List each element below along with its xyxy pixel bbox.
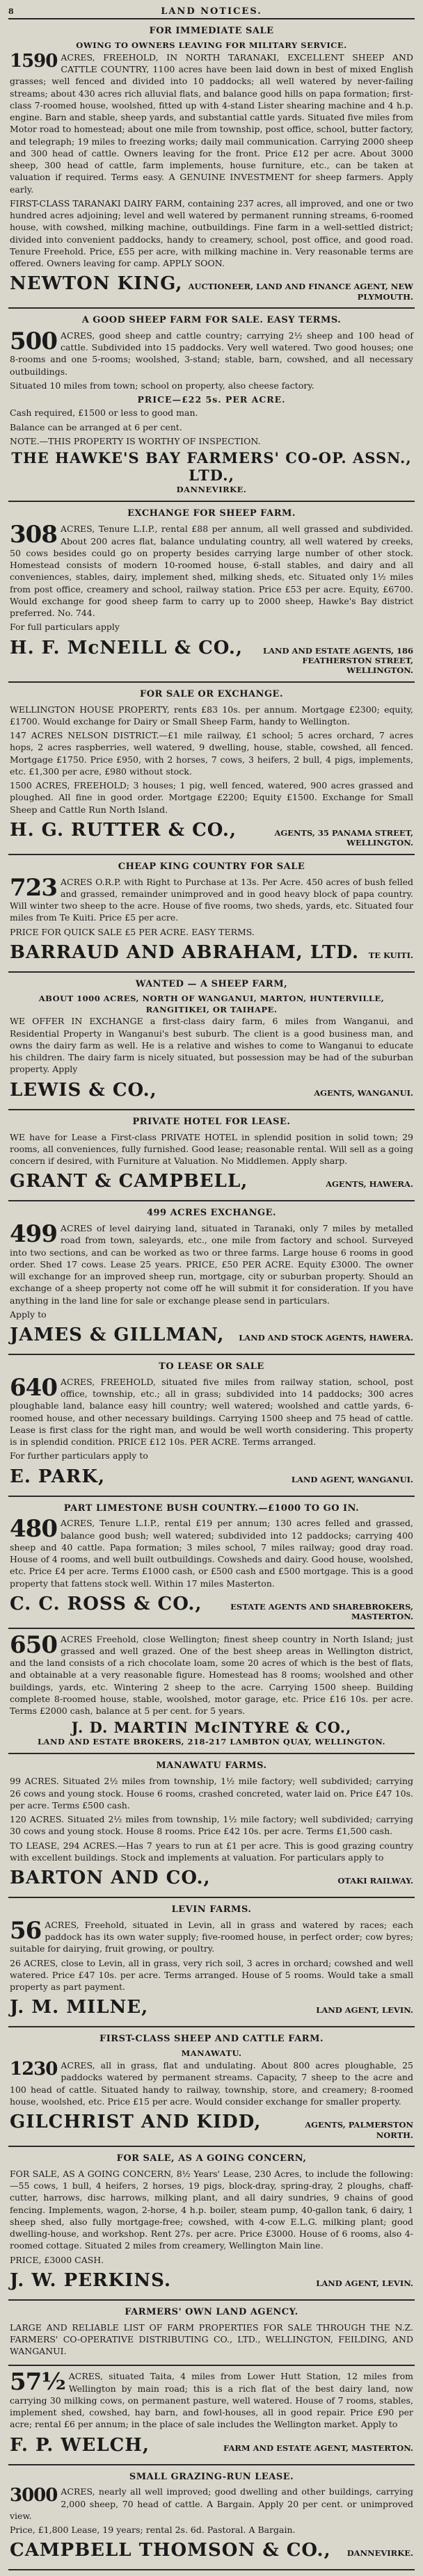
ad-paragraph-text: ACRES Freehold, close Wellington; finest sheep country in North Island; just grassed and well grazed. One of the best sheep areas in Wellington district, and the land consists of a rich chocolate loam, some 20 acres of which is the best of flats, and obtainable at a very reasonable figure. Homestead has 8 rooms; woolshed and other buildings, yards, etc. Wintering 2 sheep to the acre. Carrying 1500 sheep. Building complete 8-roomed house, stable, woolshed, motor garage, etc. Price £16 10s. per acre. Terms £2000 cash, balance at 5 per cent. for 5 years. [10,1633,413,1717]
advertisement [8,973,415,1110]
advertisement [8,2027,415,2147]
advertiser-address: LAND AGENT, WANGANUI. [291,1474,413,1484]
advertiser-address: AGENTS, WANGANUI. [314,1087,413,1098]
ad-paragraph [10,1131,413,1167]
ad-paragraph [10,2168,413,2252]
ad-paragraph [10,779,413,816]
ad-signature [10,1995,413,2020]
ad-heading: A GOOD SHEEP FARM FOR SALE. EASY TERMS. [81,315,342,326]
ad-signature [10,449,413,495]
ad-paragraph [10,1222,413,1306]
ad-lead-number: 499 [10,1220,57,1249]
ad-signature [10,1078,413,1103]
ad-lead-number: 650 [10,1630,57,1659]
ad-paragraph-text: LARGE AND RELIABLE LIST OF FARM PROPERTIES FOR SALE THROUGH THE N.Z. FARMERS' CO-OPERATIVE DISTRIBUTING CO., LTD., WELLINGTON, FEILDING, AND WANGANUI. [10,2322,413,2357]
advertiser-address: AUCTIONEER, LAND AND FINANCE AGENT, NEW PLYMOUTH. [188,282,413,302]
ad-paragraph-text: ACRES O.R.P. with Right to Purchase at 13s. Per Acre. 450 acres of bush felled and grassed, remainder unimproved and in good heavy block of papa country. Will winter two sheep to the acre. House of five rooms, two sheds, yards, etc. Situated four miles from Te Kuiti. Price £5 per acre. [10,876,413,923]
ad-paragraph [10,1840,413,1864]
ad-paragraph-text: ACRES, Tenure L.I.P., rental £19 per annum; 130 acres felled and grassed, balance good bush; well watered; subdivided into 12 paddocks; carrying 400 sheep and 40 cattle. Papa formation; 3 miles school, 7 miles railway; good dray road. House of 4 rooms, and well built outbuildings. Cowsheds and dairy. Good house, woolshed, etc. Price £4 per acre. Terms £1000 cash, or £500 cash and £500 mortgage. This is a good property that fattens stock well. Within 17 miles Masterton. [10,1518,413,1589]
ad-paragraph-text: ACRES, Freehold, situated in Levin, all in grass and watered by races; each paddock has its own water supply; five-roomed house, in perfect order; cow byres; suitable for dairying, fruit growing, or poultry. [10,1919,413,1954]
ad-price: PRICE—£22 5s. PER ACRE. [137,394,286,405]
ad-paragraph [10,1813,413,1838]
ad-paragraph-text: 1500 ACRES, FREEHOLD; 3 houses; 1 pig, well fenced, watered, 900 acres grassed and ploughed. All fine in good order. Mortgage £2200; Equity £1500. Exchange for Small Sheep and Cattle Run North Island. [10,780,413,815]
ad-heading: TO LEASE OR SALE [159,1361,264,1372]
advertiser-address: ESTATE AGENTS AND SHAREBROKERS, MASTERTON. [230,1601,413,1622]
advertiser-name: F. P. WELCH, [10,2434,150,2456]
advertisement [8,1754,415,1898]
ad-paragraph-text: WELLINGTON HOUSE PROPERTY, rents £83 10s. per annum. Mortgage £2300; equity, £1700. Would exchange for Dairy or Small Sheep Farm, handy to Wellington. [10,704,413,727]
ad-paragraph [10,1775,413,1811]
ad-signature [10,1592,413,1622]
advertisement [8,1201,415,1355]
page-number: 8 [8,6,14,16]
ad-paragraph-text: Situated 10 miles from town; school on property, also cheese factory. [10,380,314,391]
advertiser-name: JAMES & GILLMAN, [10,1325,225,1346]
ad-paragraph [10,523,413,619]
ad-paragraph [10,873,413,924]
advertiser-name: NEWTON KING, [10,273,183,295]
ad-paragraph-text: For further particulars apply to [10,1450,148,1461]
advertisement [8,502,415,682]
ad-paragraph [10,2322,413,2358]
ad-paragraph-text: PRICE FOR QUICK SALE £5 PER ACRE. EASY TERMS. [10,926,255,937]
ad-paragraph [10,1630,413,1717]
ad-heading: FIRST-CLASS SHEEP AND CATTLE FARM. [99,2034,324,2045]
advertisement [8,1355,415,1497]
ad-subheading: OWING TO OWNERS LEAVING FOR MILITARY SERVICE. [76,40,347,50]
ad-lead-number: 640 [10,1373,57,1402]
ad-paragraph-text: ACRES, situated Taita, 4 miles from Lower Hutt Station, 12 miles from Wellington by main road; this is a rich flat of the best dairy land, now carrying 30 milking cows, on permanent pasture, well watered. House of 7 rooms, stables, implement shed, cowshed, hay barn, and fowl-houses, all in good repair. Price £90 per acre; rental £6 per annum; in the place of sale includes the Wellington market. Apply to [10,2371,413,2430]
ad-paragraph [10,1916,413,1955]
ad-signature [10,636,413,676]
ad-paragraph [10,704,413,728]
ad-paragraph [10,926,413,938]
ad-subheading: MANAWATU. [181,2048,242,2059]
ad-paragraph-text: FOR SALE, AS A GOING CONCERN, 8½ Years' Lease, 230 Acres, to include the following:—55 cows, 1 bull, 4 heifers, 2 horses, 19 pigs, block-dray, spring-dray, 2 ploughs, chaff-cutter, harrows, disc harrows, milking plant, and all dairy sundries, 9 chains of good fencing. Implements, wagon, 2-horse, 4 h.p. boiler, steam pump, 40-gallon tank, 6 dairy, 1 sheep shed, also fully mortgage-free; cowshed, with 4-cow E.L.G. milking plant; good dwelling-house, and workshop. Rent 27s. per acre. Price £3000. House of 6 rooms, also 4-roomed cottage. Situated 2 miles from creamery, Wellington Main line. [10,2168,413,2251]
ad-paragraph-text: Price, £1,800 Lease, 19 years; rental 2s. 6d. Pastoral. A Bargain. [10,2525,296,2536]
ad-paragraph-text: ACRES, good sheep and cattle country; carrying 2½ sheep and 100 head of cattle. Subdivided into 15 paddocks. Very well watered. Two good houses; one 8-rooms and one 5-rooms; woolshed, 3-stand; stable, barn, cowshed, and all necessary outbuildings. [10,330,413,377]
advertiser-name: THE HAWKE'S BAY FARMERS' CO-OP. ASSN., LTD., [11,449,412,485]
ad-paragraph-text: ACRES, all in grass, flat and undulating. About 800 acres ploughable, 25 paddocks watered by permanent streams. Capacity, 7 sheep to the acre and 100 head of cattle. Situated handy to railway, township, store, and creamery; 8-roomed house, woolshed, etc. Price £15 per acre. Would consider exchange for smaller property. [10,2060,413,2107]
ad-paragraph [10,2059,413,2107]
advertiser-name: H. F. McNEILL & CO., [10,637,244,658]
ad-signature [10,818,413,848]
ad-paragraph [10,1450,413,1461]
ad-lead-number: 480 [10,1515,57,1544]
ad-paragraph [10,1957,413,1993]
ad-paragraph [10,2486,413,2522]
ad-paragraph-text: ACRES, FREEHOLD, situated five miles from railway station, school, post office, township, etc.; all in grass; subdivided into 14 paddocks; 300 acres ploughable land, balance easy hill country; well watered; woolshed and cattle yards, 6-roomed house, and other necessary buildings. Carrying 1500 sheep and 75 head of cattle. Lease is first class for the right man, and would be well worth considering. This property is in splendid condition. PRICE £12 10s. PER ACRE. Terms arranged. [10,1376,413,1448]
advertiser-address: TE KUITI. [368,950,413,960]
ad-paragraph-text: 99 ACRES. Situated 2½ miles from township, 1½ mile factory; well subdivided; carrying 26 cows and young stock. House 6 rooms, crashed concreted, water laid on. Price £47 10s. per acre. Terms £500 cash. [10,1776,413,1811]
ad-signature [10,1719,413,1747]
ad-paragraph-text: 147 ACRES NELSON DISTRICT.—£1 mile railway, £1 school; 5 acres orchard, 7 acres hops, 2 acres raspberries, well watered, 9 dwelling, house, stable, cowshed, all fenced. Mortgage £1750. Price £950, with 2 horses, 7 cows, 3 heifers, 2 bull, 4 pigs, implements, etc. £1,300 per acre, £980 without stock. [10,730,413,777]
ad-paragraph-text: WE have for Lease a First-class PRIVATE HOTEL in splendid position in solid town; 29 rooms, all conveniences, fully furnished. Good lease; reasonable rental. Will sell as a going concern if desired, with Furniture at Valuation. No Middlemen. Apply sharp. [10,1131,413,1166]
advertisement [8,2366,415,2465]
ad-paragraph [10,2370,413,2430]
advertiser-name: GRANT & CAMPBELL, [10,1171,248,1192]
ad-signature [10,272,413,302]
ad-paragraph-text: PRICE, £3000 CASH. [10,2254,104,2265]
ad-paragraph [10,197,413,270]
advertisement [8,683,415,855]
ad-signature [10,1465,413,1490]
page-header [8,4,415,19]
ad-paragraph [10,621,413,633]
advertisement [8,1898,415,2027]
ad-note: Cash required, £1500 or less to good man. [10,407,198,419]
ad-paragraph [10,380,413,391]
ad-paragraph-text: ACRES of level dairying land, situated in Taranaki, only 7 miles by metalled road from town, saleyards, etc., one mile from factory and school. Surveyed into two sections, and can be worked as two or three farms. Large house 6 rooms in good order. Shed 17 cows. Lease 25 years. PRICE, £50 PER ACRE. Equity £3000. The owner will exchange for an improved sheep run, mortgage, city or suburban property. Should an exchange of a sheep property not come off he will submit it for consideration. If you have anything in the land line for sale or exchange please send in particulars. [10,1223,413,1306]
ad-heading: FOR IMMEDIATE SALE [149,26,274,36]
ad-paragraph-text: ACRES, FREEHOLD, IN NORTH TARANAKI, EXCELLENT SHEEP AND CATTLE COUNTRY, 1100 acres have been laid down in best of mixed English grasses; well fenced and divided into 10 paddocks; all well watered by never-failing streams; about 430 acres rich alluvial flats, and balance good hills on papa formation; first-class 7-roomed house, woolshed, fitted up with 4-stand Lister shearing machine and 4 h.p. engine. Barn and stable, sheep yards, and substantial cattle yards. Situated five miles from Motor road to homestead; about one mile from township, post office, school, butter factory, and telegraph; 19 miles to freezing works; daily mail communication. Carrying 2000 sheep and 300 head of cattle. Owners leaving for the front. Price £12 per acre. About 3000 sheep, 300 head of cattle, farm implements, house furniture, etc., can be taken at valuation if required. Terms easy. A GENUINE INVESTMENT for sheep farmers. Apply early. [10,51,414,195]
advertisement [8,1629,415,1755]
advertiser-name: LEWIS & CO., [10,1079,157,1101]
ad-signature [10,2433,413,2458]
ad-note: NOTE.—THIS PROPERTY IS WORTHY OF INSPECTION. [10,435,261,446]
advertiser-address: LAND AND ESTATE AGENTS, 186 FEATHERSTON STREET, WELLINGTON. [262,645,413,676]
advertiser-name: C. C. ROSS & CO., [10,1593,202,1614]
section-title: LAND NOTICES. [161,6,262,17]
ad-paragraph-text: TO LEASE, 294 ACRES.—Has 7 years to run at £1 per acre. This is good grazing country with excellent buildings. Stock and implements at valuation. For particulars apply to [10,1840,413,1863]
ad-paragraph-text: ACRES, nearly all well improved; good dwelling and other buildings, carrying 2,000 sheep, 70 head of cattle. A Bargain. Apply 20 per cent. or unimproved view. [10,2486,413,2521]
ad-heading: CHEAP KING COUNTRY FOR SALE [118,861,305,872]
ad-signature [10,2269,413,2294]
advertiser-address: LAND AND ESTATE BROKERS, 218-217 LAMBTON QUAY, WELLINGTON. [37,1736,386,1747]
ad-paragraph-text: FIRST-CLASS TARANAKI DAIRY FARM, containing 237 acres, all improved, and one or two hundred acres adjoining; level and well watered by permanent running streams, 6-roomed house, with cowshed, milking machine, outbuildings. Fine farm in a well-settled district; divided into convenient paddocks, handy to creamery, school, post office, and good road. Tenure Freehold. Price, £55 per acre, with milking machine in. Very reasonable terms are offered. Owners leaving for camp. APPLY SOON. [10,197,413,269]
ad-signature [10,941,413,966]
ad-heading: PRIVATE HOTEL FOR LEASE. [132,1116,291,1127]
ad-paragraph [10,1309,413,1320]
advertiser-address: LAND AGENT, LEVIN. [316,2005,413,2016]
advertiser-address: AGENTS, HAWERA. [326,1179,413,1190]
advertisement [8,1110,415,1202]
advertisements [8,19,415,2570]
advertiser-address: AGENTS, 35 PANAMA STREET, WELLINGTON. [274,827,413,848]
ad-signature [10,1866,413,1891]
ad-heading: EXCHANGE FOR SHEEP FARM. [127,508,296,519]
ad-signature [10,2538,413,2563]
advertiser-name: H. G. RUTTER & CO., [10,819,237,841]
advertiser-name: BARTON AND CO., [10,1868,211,1889]
ad-paragraph-text: ACRES, Tenure L.I.P., rental £88 per annum, all well grassed and subdivided. About 200 acres flat, balance undulating country, all well watered by creeks, 50 cows besides could go on property besides carrying large number of other stock. Homestead consists of modern 10-roomed house, 6-stall stables, and dairy and all conveniences, stables, dairy, implement shed, milking sheds, etc. Situated only 1½ miles from post office, creamery and school, railway station. Price £53 per acre. Equity, £6700. Would exchange for good sheep farm to carry up to 2000 sheep, Hawke's Bay district preferred. No. 744. [10,524,413,619]
advertiser-address: LAND AGENT, LEVIN. [316,2278,413,2288]
ad-heading: FOR SALE, AS A GOING CONCERN, [116,2153,307,2164]
ad-paragraph-text: 120 ACRES. Situated 2½ miles from township, 1½ mile factory; well subdivided; carrying 30 cows and young stock. House 8 rooms. Price £42 10s. per acre. Terms £1,500 cash. [10,1814,413,1837]
ad-paragraph [10,1373,413,1448]
advertiser-address: DANNEVIRKE. [346,2548,413,2559]
ad-paragraph [10,1517,413,1589]
ad-heading: WANTED — A SHEEP FARM, [135,978,288,989]
ad-signature [10,2110,413,2140]
advertiser-name: J. D. MARTIN McINTYRE & CO., [71,1719,352,1737]
advertisement [8,19,415,309]
ad-heading: FOR SALE OR EXCHANGE. [140,688,283,699]
ad-lead-number: 723 [10,873,57,902]
ad-paragraph [10,51,413,195]
advertiser-address: AGENTS, PALMERSTON NORTH. [305,2120,413,2140]
advertiser-name: CAMPBELL THOMSON & CO., [10,2540,331,2561]
ad-heading: FARMERS' OWN LAND AGENCY. [125,2306,298,2317]
ad-paragraph [10,327,413,378]
advertiser-address: DANNEVIRKE. [176,484,247,494]
advertiser-address: OTAKI RAILWAY. [337,1876,413,1886]
ad-lead-number: 1230 [10,2059,58,2080]
ad-heading: 499 ACRES EXCHANGE. [146,1208,277,1219]
advertisement [8,855,415,973]
advertiser-address: FARM AND ESTATE AGENT, MASTERTON. [223,2443,413,2453]
advertisement [8,309,415,502]
ad-paragraph-text: WE OFFER IN EXCHANGE a first-class dairy farm, 6 miles from Wanganui, and Residential Property in Wanganui's best suburb. The client is a good business man, and owns the dairy farm as well. He is a relative and wishes to come to Wanganui to educate his children. The dairy farm is nicely situated, but possession may be had of the suburban property. Apply [10,1016,413,1075]
advertisement [8,2147,415,2301]
ad-heading: LEVIN FARMS. [171,1904,252,1915]
ad-paragraph [10,1015,413,1075]
ad-lead-number: 308 [10,521,57,549]
ad-heading: SMALL GRAZING-RUN LEASE. [129,2471,294,2482]
advertiser-name: E. PARK, [10,1466,106,1487]
ad-subheading: ABOUT 1000 ACRES, NORTH OF WANGANUI, MARTON, HUNTERVILLE, RANGITIKEI, OR TAIHAPE. [38,993,385,1014]
ad-note: Balance can be arranged at 6 per cent. [10,421,182,432]
advertiser-address: LAND AND STOCK AGENTS, HAWERA. [239,1333,413,1343]
advertisement [8,2301,415,2367]
advertisement [8,2465,415,2571]
ad-paragraph [10,2524,413,2536]
ad-signature [10,1169,413,1194]
ad-lead-number: 57½ [10,2368,65,2397]
ad-lead-number: 3000 [10,2485,58,2506]
ad-heading: MANAWATU FARMS. [156,1760,267,1772]
ad-lead-number: 500 [10,327,57,355]
ad-paragraph-text: 26 ACRES, close to Levin, all in grass, very rich soil, 3 acres in orchard; cowshed and well watered. Price £47 10s. per acre. Terms arranged. House of 5 rooms. Would take a small property as part payment. [10,1957,413,1993]
ad-heading: PART LIMESTONE BUSH COUNTRY.—£1000 TO GO IN. [63,1502,360,1514]
advertisement [8,1497,415,1629]
advertiser-name: GILCHRIST AND KIDD, [10,2112,262,2133]
advertiser-name: BARRAUD AND ABRAHAM, LTD. [10,941,360,963]
ad-lead-number: 1590 [10,50,58,72]
ad-signature [10,1323,413,1348]
advertiser-name: J. W. PERKINS. [10,2269,172,2291]
ad-paragraph [10,729,413,777]
ad-lead-number: 56 [10,1916,42,1945]
ad-paragraph-text: For full particulars apply [10,622,120,633]
ad-paragraph-text: Apply to [10,1309,47,1320]
advertiser-name: J. M. MILNE, [10,1997,149,2018]
ad-paragraph [10,2254,413,2266]
